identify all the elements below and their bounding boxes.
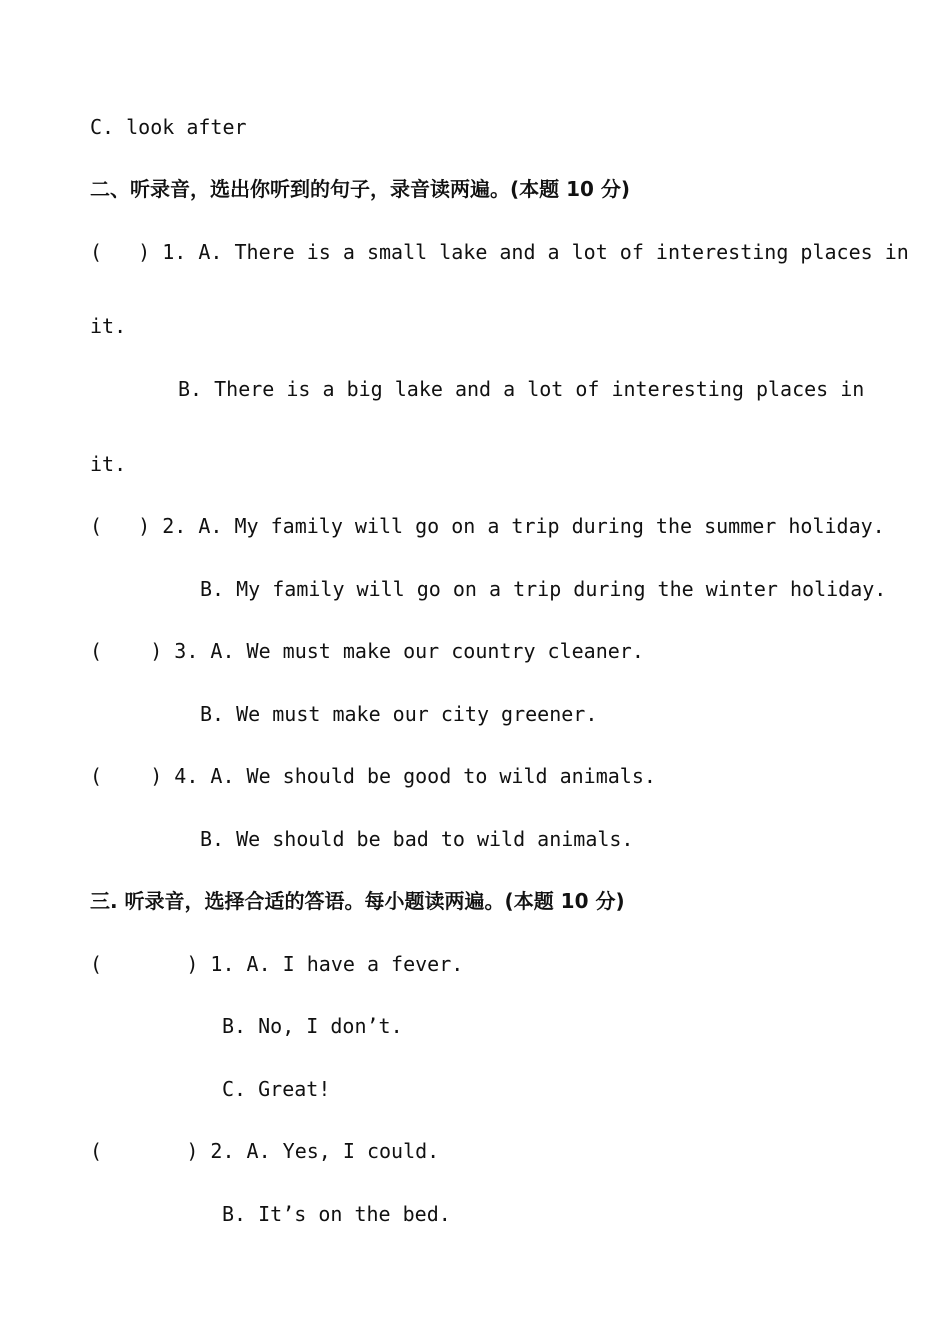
s2-q3-option-a: ( ) 3. A. We must make our country cleaner. (90, 639, 644, 663)
s3-q2-option-b: B. It’s on the bed. (222, 1202, 451, 1226)
s2-q3-option-b: B. We must make our city greener. (200, 702, 598, 726)
s3-q1-option-b: B. No, I don’t. (222, 1014, 403, 1038)
s2-q4-option-b: B. We should be bad to wild animals. (200, 827, 634, 851)
s2-q1-option-a-line1: ( ) 1. A. There is a small lake and a lot of interesting places in (90, 240, 909, 264)
option-c-look-after: C. look after (90, 115, 247, 139)
s3-q1-option-a: ( ) 1. A. I have a fever. (90, 952, 464, 976)
section-2-heading: 二、听录音，选出你听到的句子，录音读两遍。(本题 10 分) (90, 177, 631, 201)
s2-q1-option-a-line2: it. (90, 314, 127, 338)
s2-q2-option-b: B. My family will go on a trip during the winter holiday. (200, 577, 887, 601)
s3-q1-option-c: C. Great! (222, 1077, 331, 1101)
section-3-heading: 三. 听录音，选择合适的答语。每小题读两遍。(本题 10 分) (90, 889, 625, 913)
s2-q1-option-b-line2: it. (90, 452, 127, 476)
s2-q2-option-a: ( ) 2. A. My family will go on a trip during the summer holiday. (90, 514, 885, 538)
s2-q4-option-a: ( ) 4. A. We should be good to wild animals. (90, 764, 656, 788)
s2-q1-option-b-line1: B. There is a big lake and a lot of interesting places in (178, 377, 865, 401)
s3-q2-option-a: ( ) 2. A. Yes, I could. (90, 1139, 440, 1163)
